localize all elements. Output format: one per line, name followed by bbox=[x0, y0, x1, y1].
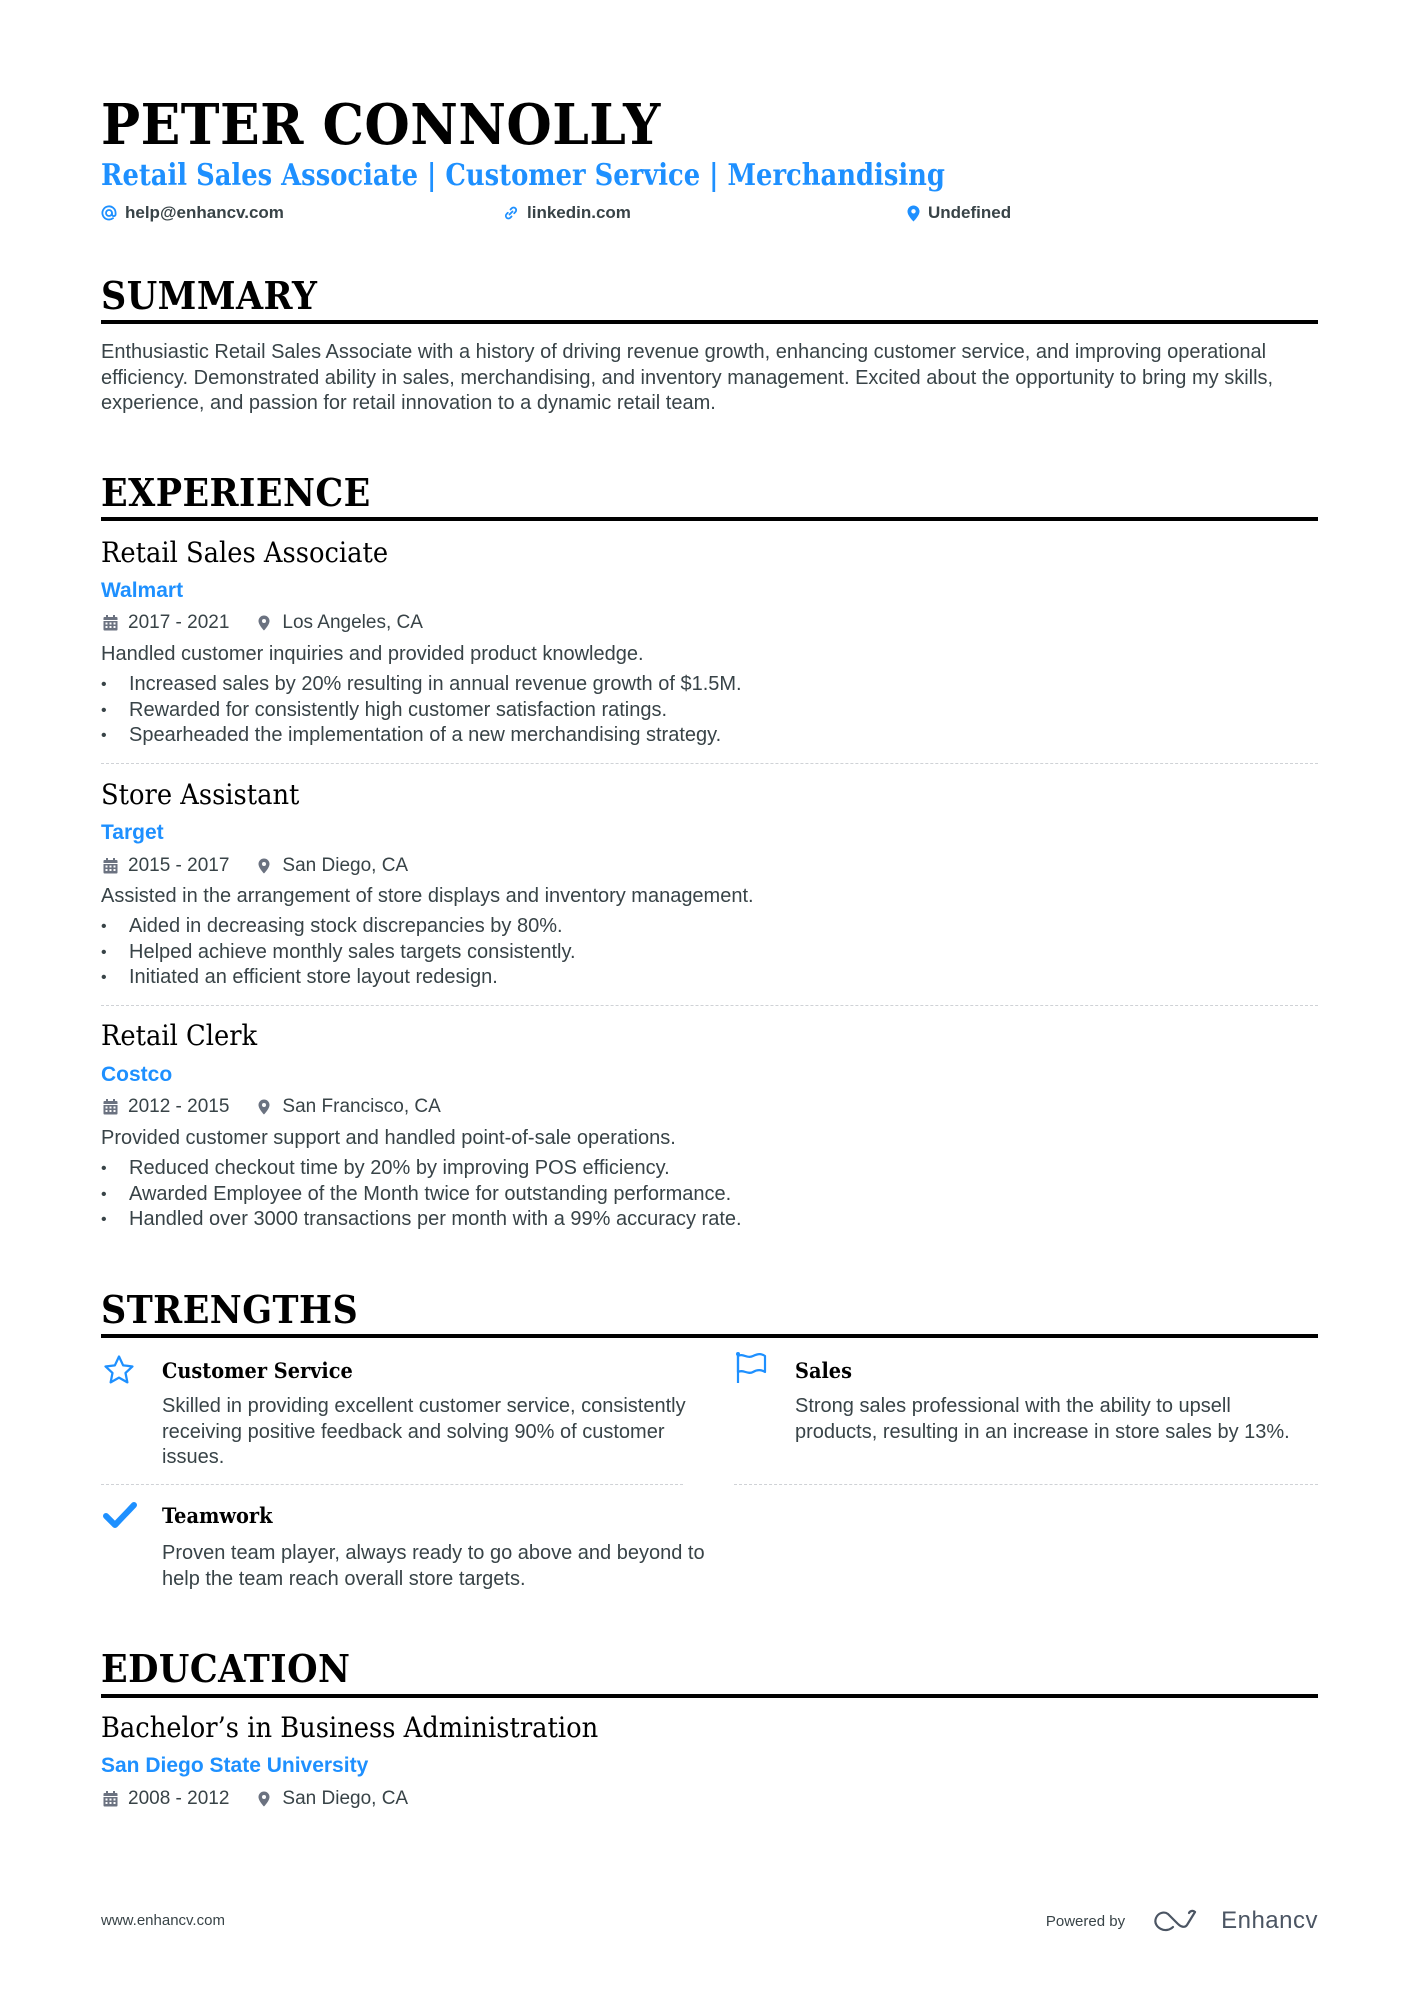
strength-title: Teamwork bbox=[162, 1503, 273, 1528]
section-divider bbox=[101, 1334, 1318, 1338]
section-divider bbox=[101, 1694, 1318, 1698]
contact-location-text: Undefined bbox=[928, 203, 1012, 222]
education-dates: 2008 - 2012 bbox=[128, 1788, 230, 1809]
achievement-item: • Aided in decreasing stock discrepancies by 80%. bbox=[101, 914, 576, 940]
strengths-section-header bbox=[101, 1287, 1318, 1332]
flag-icon bbox=[734, 1350, 770, 1386]
job-title: Retail Sales Associate bbox=[101, 536, 389, 569]
strength-title: Customer Service bbox=[162, 1358, 353, 1383]
school-name: San Diego State University bbox=[101, 1754, 369, 1777]
enhancv-logo-icon bbox=[1153, 1909, 1201, 1933]
powered-by-label: Powered by bbox=[1045, 1912, 1126, 1930]
at-icon bbox=[101, 205, 117, 221]
job-title: Retail Clerk bbox=[101, 1019, 258, 1052]
job-location: San Francisco, CA bbox=[282, 1096, 441, 1117]
calendar-icon bbox=[101, 615, 119, 631]
job-achievements bbox=[101, 914, 576, 991]
entry-divider bbox=[101, 1005, 1318, 1006]
contact-email[interactable] bbox=[101, 203, 284, 223]
job-location: Los Angeles, CA bbox=[282, 612, 423, 633]
summary-section-header bbox=[101, 273, 1318, 318]
calendar-icon bbox=[101, 1099, 119, 1115]
company-name: Costco bbox=[101, 1063, 173, 1086]
star-icon bbox=[101, 1352, 137, 1388]
location-pin-icon bbox=[255, 1791, 273, 1807]
experience-section-header bbox=[101, 470, 1318, 515]
entry-divider bbox=[734, 1484, 1318, 1485]
job-description: Assisted in the arrangement of store displays and inventory management. bbox=[101, 885, 754, 907]
job-description: Provided customer support and handled point-of-sale operations. bbox=[101, 1127, 676, 1149]
achievement-item: • Helped achieve monthly sales targets consistently. bbox=[101, 940, 576, 966]
strength-title: Sales bbox=[795, 1358, 852, 1383]
candidate-headline: Retail Sales Associate | Customer Service | Merchandising bbox=[101, 158, 945, 193]
entry-divider bbox=[101, 763, 1318, 764]
achievement-item: • Reduced checkout time by 20% by improving POS efficiency. bbox=[101, 1156, 742, 1182]
location-pin-icon bbox=[907, 205, 920, 222]
achievement-item: • Spearheaded the implementation of a new merchandising strategy. bbox=[101, 723, 742, 749]
contact-linkedin[interactable] bbox=[503, 203, 631, 223]
achievement-item: • Increased sales by 20% resulting in annual revenue growth of $1.5M. bbox=[101, 672, 742, 698]
job-dates: 2012 - 2015 bbox=[128, 1096, 230, 1117]
achievement-item: • Initiated an efficient store layout redesign. bbox=[101, 965, 576, 991]
job-meta bbox=[101, 612, 423, 634]
education-heading: EDUCATION bbox=[101, 1646, 351, 1691]
achievement-item: • Handled over 3000 transactions per month with a 99% accuracy rate. bbox=[101, 1207, 742, 1233]
calendar-icon bbox=[101, 858, 119, 874]
experience-heading: EXPERIENCE bbox=[101, 470, 371, 515]
contact-linkedin-text: linkedin.com bbox=[527, 203, 631, 222]
contact-email-text: help@enhancv.com bbox=[125, 203, 284, 222]
section-divider bbox=[101, 320, 1318, 324]
job-achievements bbox=[101, 672, 742, 749]
achievement-item: • Awarded Employee of the Month twice for outstanding performance. bbox=[101, 1182, 742, 1208]
summary-text: Enthusiastic Retail Sales Associate with a history of driving revenue growth, enhancing customer service, and improving operational efficiency. Demonstrated ability in sales, merchandising, and inventory management. Excited about the opportunity to bring my skills, experience, and passion for retail innovation to a dynamic retail team. bbox=[101, 341, 1274, 414]
job-achievements bbox=[101, 1156, 742, 1233]
location-pin-icon bbox=[255, 858, 273, 874]
achievement-item: • Rewarded for consistently high customer satisfaction ratings. bbox=[101, 698, 742, 724]
candidate-name: PETER CONNOLLY bbox=[101, 92, 661, 158]
job-title: Store Assistant bbox=[101, 778, 300, 811]
strength-description: Strong sales professional with the ability to upsell products, resulting in an increase in store sales by 13%. bbox=[795, 1395, 1290, 1443]
footer-website-link[interactable]: www.enhancv.com bbox=[101, 1912, 225, 1929]
company-name: Walmart bbox=[101, 579, 184, 602]
job-meta bbox=[101, 1096, 441, 1118]
education-location: San Diego, CA bbox=[282, 1788, 409, 1809]
entry-divider bbox=[101, 1484, 683, 1485]
link-icon bbox=[503, 205, 519, 221]
location-pin-icon bbox=[255, 615, 273, 631]
job-meta bbox=[101, 855, 408, 877]
enhancv-brand: Enhancv bbox=[1221, 1907, 1318, 1934]
summary-heading: SUMMARY bbox=[101, 273, 318, 318]
education-meta bbox=[101, 1788, 408, 1810]
calendar-icon bbox=[101, 1791, 119, 1807]
strength-description: Proven team player, always ready to go above and beyond to help the team reach overall store targets. bbox=[162, 1542, 705, 1590]
strengths-heading: STRENGTHS bbox=[101, 1287, 359, 1332]
education-section-header bbox=[101, 1646, 1318, 1691]
checkmark-icon bbox=[102, 1498, 138, 1534]
job-dates: 2017 - 2021 bbox=[128, 612, 230, 633]
section-divider bbox=[101, 517, 1318, 521]
job-location: San Diego, CA bbox=[282, 855, 409, 876]
job-description: Handled customer inquiries and provided product knowledge. bbox=[101, 643, 644, 665]
degree-title: Bachelor’s in Business Administration bbox=[101, 1711, 599, 1744]
powered-by[interactable] bbox=[1046, 1907, 1318, 1935]
company-name: Target bbox=[101, 821, 164, 844]
location-pin-icon bbox=[255, 1099, 273, 1115]
job-dates: 2015 - 2017 bbox=[128, 855, 230, 876]
contact-location bbox=[907, 203, 1011, 223]
strength-description: Skilled in providing excellent customer service, consistently receiving positive feedback and solving 90% of customer issues. bbox=[162, 1395, 686, 1469]
